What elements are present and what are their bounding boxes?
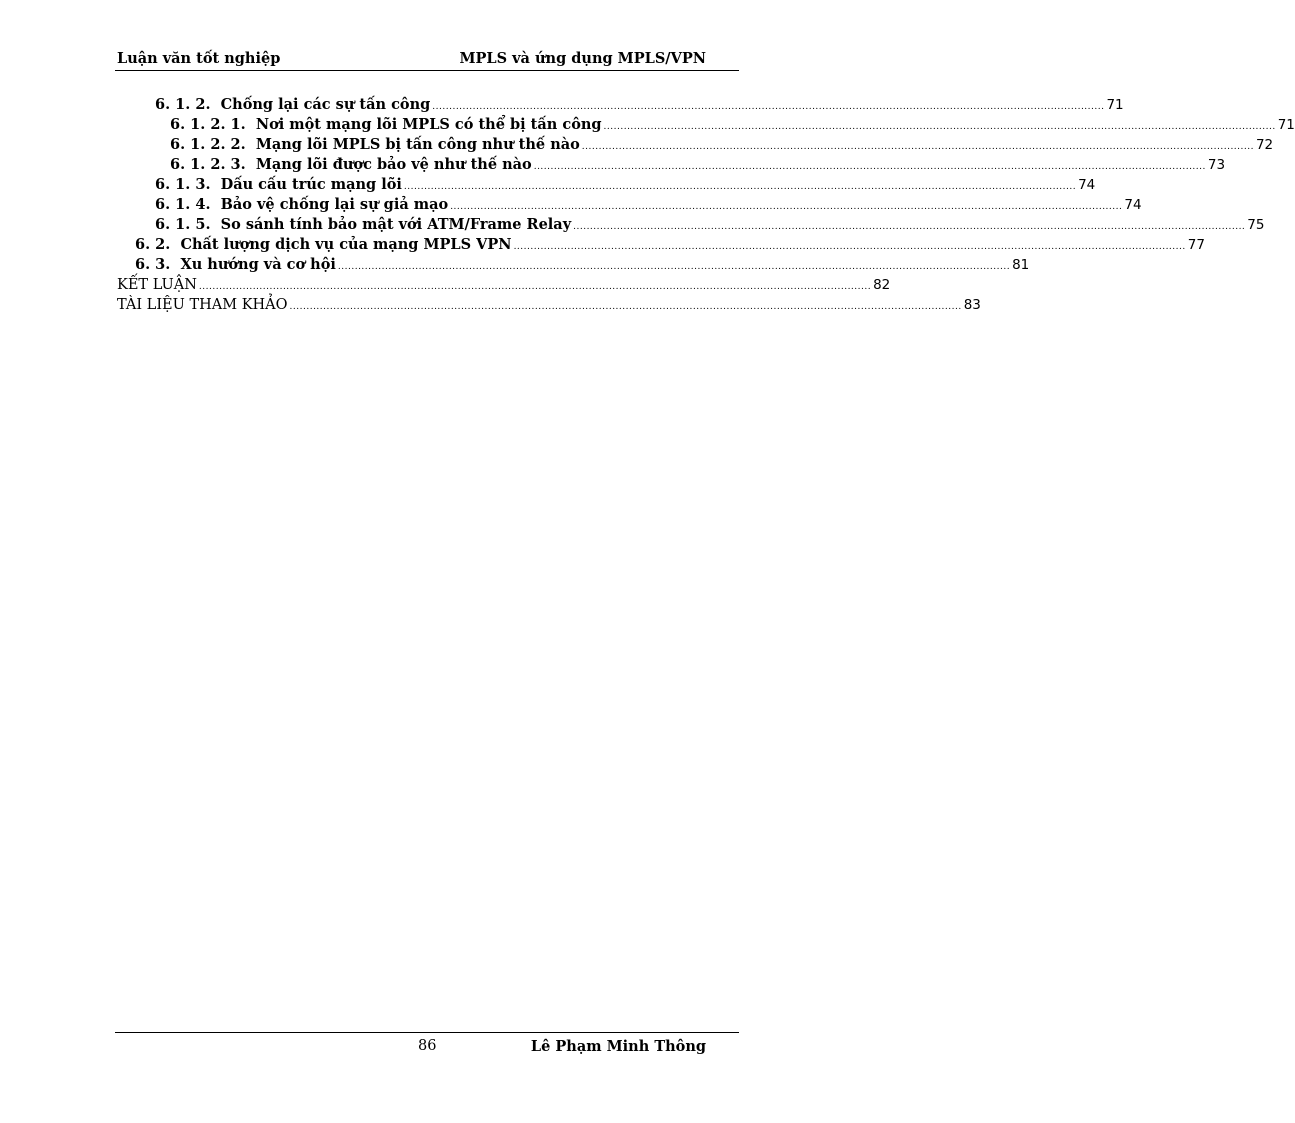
footer-page-number: 86 bbox=[418, 1038, 437, 1054]
toc-entry-title: Xu hướng và cơ hội bbox=[180, 256, 336, 273]
toc-entry bbox=[117, 274, 891, 294]
toc-entry-page: 74 bbox=[1078, 177, 1096, 193]
header-thesis-label: Luận văn tốt nghiệp bbox=[117, 50, 281, 67]
toc-entry bbox=[170, 114, 1295, 134]
toc-leader-dots: ........................................................................................................................................................................................................ bbox=[337, 262, 1011, 272]
toc-leader-dots: ........................................................................................................................................................................................................ bbox=[533, 162, 1206, 172]
toc-entry bbox=[135, 234, 1205, 254]
toc-entry-number: 6. 1. 2. bbox=[155, 96, 211, 113]
toc-leader-dots: ........................................................................................................................................................................................................ bbox=[198, 282, 872, 292]
toc-entry-page: 73 bbox=[1207, 157, 1226, 173]
toc-entry bbox=[155, 94, 1124, 114]
toc-entry-number: 6. 2. bbox=[135, 236, 171, 253]
toc-entry bbox=[155, 174, 1096, 194]
toc-entry-title: Chất lượng dịch vụ của mạng MPLS VPN bbox=[180, 236, 512, 253]
toc-entry-number: 6. 1. 5. bbox=[155, 216, 211, 233]
footer-author-name: Lê Phạm Minh Thông bbox=[530, 1038, 706, 1055]
toc-entry bbox=[170, 154, 1226, 174]
toc-entry-number: 6. 1. 4. bbox=[155, 196, 211, 213]
toc-entry bbox=[155, 194, 1142, 214]
toc-entry-page: 81 bbox=[1012, 257, 1030, 273]
toc-entry-page: 74 bbox=[1124, 197, 1142, 213]
toc-entry-number: 6. 1. 3. bbox=[155, 176, 211, 193]
toc-entry-page: 72 bbox=[1255, 137, 1274, 153]
toc-entry-title: TÀI LIỆU THAM KHẢO bbox=[117, 297, 288, 313]
toc-leader-dots: ........................................................................................................................................................................................................ bbox=[403, 182, 1077, 192]
toc-leader-dots: ........................................................................................................................................................................................................ bbox=[513, 242, 1186, 252]
toc-leader-dots: ........................................................................................................................................................................................................ bbox=[603, 122, 1276, 132]
page-footer bbox=[115, 1032, 739, 1063]
header-topic-label: MPLS và ứng dụng MPLS/VPN bbox=[459, 50, 706, 67]
toc-entry-number: 6. 3. bbox=[135, 256, 171, 273]
toc-entry-title: Mạng lõi MPLS bị tấn công như thế nào bbox=[255, 136, 580, 153]
toc-entry-number: 6. 1. 2. 1. bbox=[170, 116, 246, 133]
toc-entry-page: 82 bbox=[873, 277, 891, 293]
toc-leader-dots: ........................................................................................................................................................................................................ bbox=[573, 222, 1246, 232]
toc-entry-title: Bảo vệ chống lại sự giả mạo bbox=[220, 196, 449, 213]
toc-entry-title: Mạng lõi được bảo vệ như thế nào bbox=[255, 156, 532, 173]
toc-leader-dots: ........................................................................................................................................................................................................ bbox=[289, 302, 962, 312]
toc-entry-number: 6. 1. 2. 3. bbox=[170, 156, 246, 173]
toc-entry-page: 71 bbox=[1277, 117, 1295, 133]
toc-leader-dots: ........................................................................................................................................................................................................ bbox=[581, 142, 1254, 152]
toc-entry-title: Nơi một mạng lõi MPLS có thể bị tấn công bbox=[255, 116, 602, 133]
toc-entry bbox=[170, 134, 1274, 154]
toc-leader-dots: ........................................................................................................................................................................................................ bbox=[432, 102, 1105, 112]
toc-entry-page: 71 bbox=[1106, 97, 1124, 113]
toc-entry-title: KẾT LUẬN bbox=[117, 277, 197, 293]
toc-entry-page: 77 bbox=[1187, 237, 1205, 253]
toc-entry bbox=[155, 214, 1265, 234]
page-header bbox=[115, 48, 739, 71]
toc-entry-page: 75 bbox=[1247, 217, 1265, 233]
toc-entry bbox=[135, 254, 1030, 274]
toc-entry-page: 83 bbox=[963, 297, 981, 313]
toc-entry-number: 6. 1. 2. 2. bbox=[170, 136, 246, 153]
toc-entry bbox=[117, 294, 981, 314]
toc-entry-title: Chống lại các sự tấn công bbox=[220, 96, 431, 113]
toc-entry-title: So sánh tính bảo mật với ATM/Frame Relay bbox=[220, 216, 572, 233]
toc-leader-dots: ........................................................................................................................................................................................................ bbox=[450, 202, 1123, 212]
toc-entry-title: Dấu cấu trúc mạng lõi bbox=[220, 176, 402, 193]
